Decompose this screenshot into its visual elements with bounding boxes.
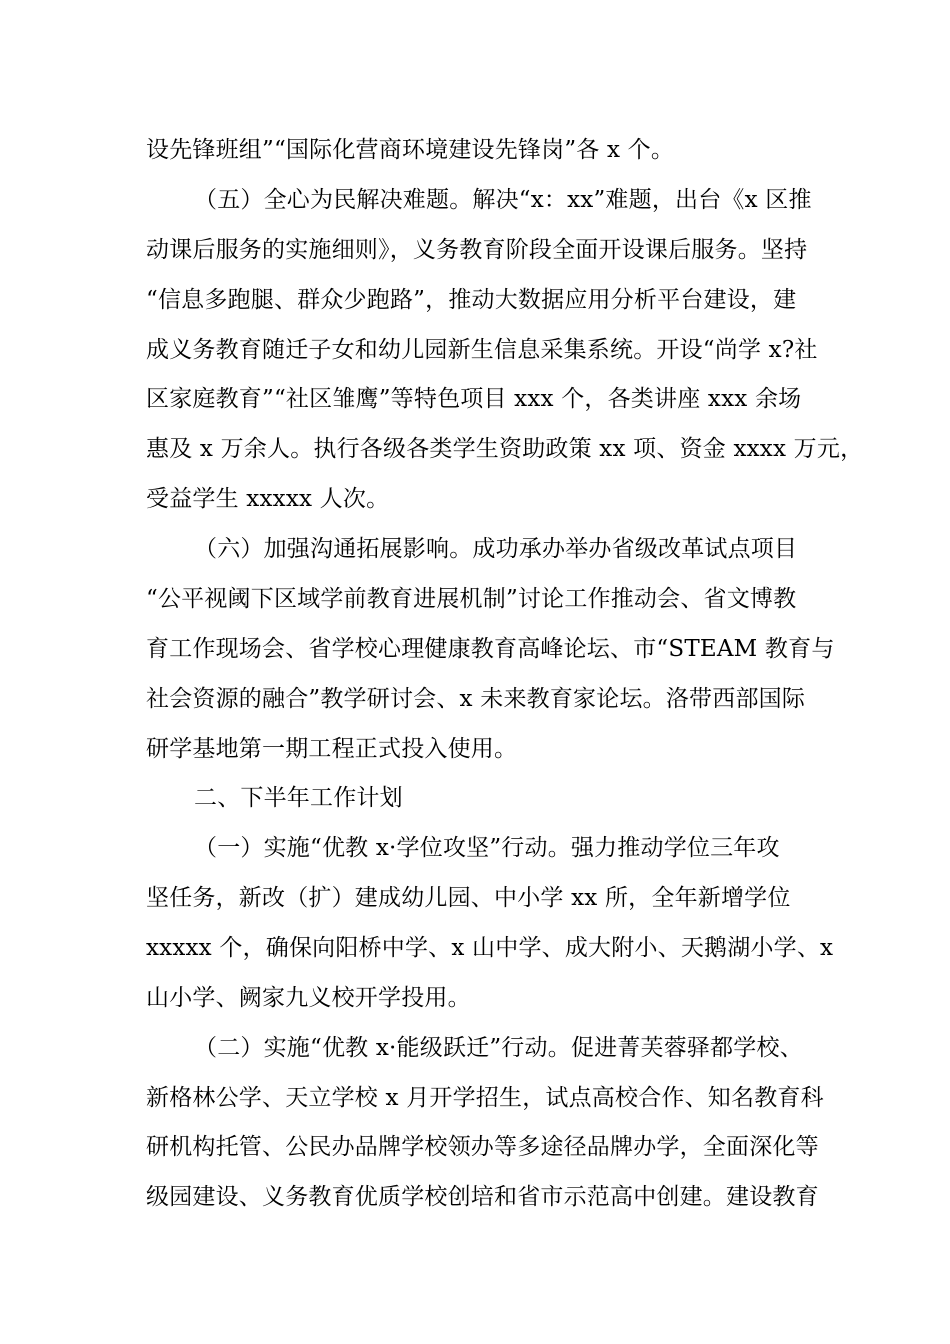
paragraph-line: 山小学、阙家九义校开学投用。 <box>146 985 471 1011</box>
paragraph-line: 研学基地第一期工程正式投入使用。 <box>146 736 518 762</box>
paragraph-line: （二）实施“优教 x·能级跃迁”行动。促进菁芙蓉驿都学校、 <box>194 1035 803 1061</box>
paragraph-line: xxxxx 个，确保向阳桥中学、x 山中学、成大附小、天鹅湖小学、x <box>146 935 834 961</box>
paragraph-line: 惠及 x 万余人。执行各级各类学生资助政策 xx 项、资金 xxxx 万元， <box>146 436 864 462</box>
paragraph-line: “公平视阈下区域学前教育进展机制”讨论工作推动会、省文博教 <box>146 586 797 612</box>
paragraph-line: 研机构托管、公民办品牌学校领办等多途径品牌办学，全面深化等 <box>146 1134 819 1160</box>
paragraph-line: 坚任务，新改（扩）建成幼儿园、中小学 xx 所，全年新增学位 <box>146 885 791 911</box>
paragraph-line: 级园建设、义务教育优质学校创培和省市示范高中创建。建设教育 <box>146 1184 819 1210</box>
paragraph-line: 区家庭教育”“社区雏鹰”等特色项目 xxx 个，各类讲座 xxx 余场 <box>146 386 802 412</box>
paragraph-line: 社会资源的融合”教学研讨会、x 未来教育家论坛。洛带西部国际 <box>146 686 806 712</box>
section-heading: 二、下半年工作计划 <box>194 785 403 811</box>
paragraph-line: （一）实施“优教 x·学位攻坚”行动。强力推动学位三年攻 <box>194 835 780 861</box>
paragraph-line: “信息多跑腿、群众少跑路”，推动大数据应用分析平台建设，建 <box>146 287 797 313</box>
paragraph-line: 育工作现场会、省学校心理健康教育高峰论坛、市“STEAM 教育与 <box>146 636 835 662</box>
paragraph-line: 受益学生 xxxxx 人次。 <box>146 486 390 512</box>
paragraph-line: 成义务教育随迁子女和幼儿园新生信息采集系统。开设“尚学 x?社 <box>146 337 818 363</box>
paragraph-line: 新格林公学、天立学校 x 月开学招生，试点高校合作、知名教育科 <box>146 1085 824 1111</box>
paragraph-line: 设先锋班组”“国际化营商环境建设先锋岗”各 x 个。 <box>146 137 675 163</box>
paragraph-line: 动课后服务的实施细则》，义务教育阶段全面开设课后服务。坚持 <box>146 237 808 263</box>
paragraph-line: （六）加强沟通拓展影响。成功承办举办省级改革试点项目 <box>194 536 798 562</box>
paragraph-line: （五）全心为民解决难题。解决“x：xx”难题，出台《x 区推 <box>194 187 812 213</box>
